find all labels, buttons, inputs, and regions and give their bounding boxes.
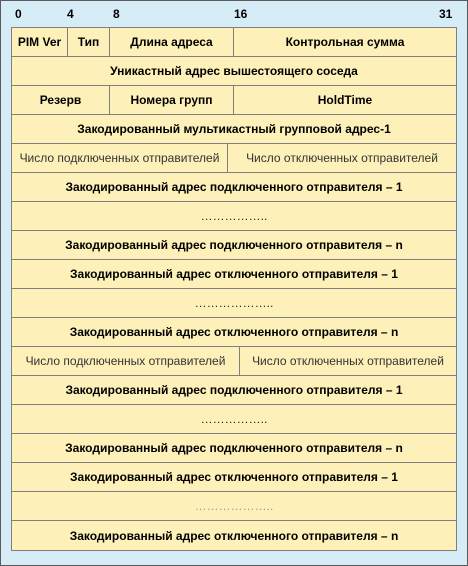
packet-format-table bbox=[11, 27, 457, 551]
field-address-length: Длина адреса bbox=[110, 28, 234, 56]
bit-label-31: 31 bbox=[439, 7, 453, 21]
field-group-numbers: Номера групп bbox=[110, 86, 234, 114]
group1-pruned-first-row bbox=[12, 260, 456, 289]
unicast-upstream-row bbox=[12, 57, 456, 86]
group2-dots-a-row bbox=[12, 405, 456, 434]
group1-joined-count: Число подключенных отправителей bbox=[12, 144, 228, 172]
group1-joined-first-row bbox=[12, 173, 456, 202]
group2-dots-b: ……………….. bbox=[194, 499, 274, 513]
bit-label-8: 8 bbox=[113, 7, 120, 21]
field-unicast-upstream-address: Уникастный адрес вышестоящего соседа bbox=[110, 64, 358, 78]
group2-pruned-last-row bbox=[12, 521, 456, 550]
group2-pruned-first-row bbox=[12, 463, 456, 492]
group2-joined-count: Число подключенных отправителей bbox=[12, 347, 240, 375]
group2-dots-a: …………….. bbox=[200, 412, 268, 426]
group1-dots-b: ……………….. bbox=[194, 296, 274, 310]
group2-joined-last-row bbox=[12, 434, 456, 463]
group2-counts-row bbox=[12, 347, 456, 376]
group1-joined-last-row bbox=[12, 231, 456, 260]
encoded-group-address-row bbox=[12, 115, 456, 144]
group1-pruned-last: Закодированный адрес отключенного отправителя – n bbox=[69, 325, 399, 339]
field-reserve: Резерв bbox=[12, 86, 110, 114]
group2-joined-first-row bbox=[12, 376, 456, 405]
group1-dots-a-row bbox=[12, 202, 456, 231]
group1-joined-last: Закодированный адрес подключенного отправителя – n bbox=[65, 238, 403, 252]
bit-label-16: 16 bbox=[234, 7, 248, 21]
field-pim-ver: PIM Ver bbox=[12, 28, 68, 56]
group2-dots-b-row bbox=[12, 492, 456, 521]
header-row bbox=[12, 28, 456, 57]
group2-pruned-last: Закодированный адрес отключенного отправителя – n bbox=[69, 528, 399, 543]
bit-scale bbox=[1, 1, 468, 25]
group1-dots-a: …………….. bbox=[200, 209, 268, 223]
group1-pruned-first: Закодированный адрес отключенного отправителя – 1 bbox=[70, 267, 398, 281]
group2-joined-last: Закодированный адрес подключенного отправителя – n bbox=[65, 441, 403, 455]
group1-pruned-last-row bbox=[12, 318, 456, 347]
field-holdtime: HoldTime bbox=[317, 93, 373, 107]
reserve-row bbox=[12, 86, 456, 115]
field-encoded-group-address: Закодированный мультикастный групповой адрес-1 bbox=[77, 122, 391, 136]
bit-label-0: 0 bbox=[15, 7, 22, 21]
group1-pruned-count: Число отключенных отправителей bbox=[246, 151, 438, 165]
group1-counts-row bbox=[12, 144, 456, 173]
group2-joined-first: Закодированный адрес подключенного отправителя – 1 bbox=[65, 383, 403, 397]
field-type: Тип bbox=[68, 28, 110, 56]
group2-pruned-count: Число отключенных отправителей bbox=[252, 354, 444, 368]
group1-joined-first: Закодированный адрес подключенного отправителя – 1 bbox=[65, 180, 403, 194]
field-checksum: Контрольная сумма bbox=[285, 35, 405, 49]
group1-dots-b-row bbox=[12, 289, 456, 318]
group2-pruned-first: Закодированный адрес отключенного отправителя – 1 bbox=[70, 470, 398, 484]
bit-label-4: 4 bbox=[67, 7, 74, 21]
